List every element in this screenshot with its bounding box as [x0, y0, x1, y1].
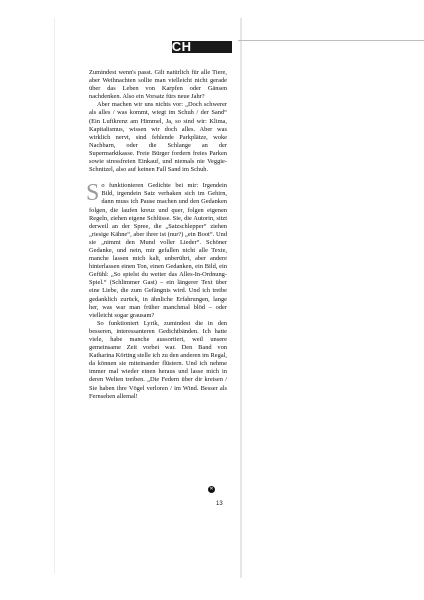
paragraph-2: Aber machen wir uns nichts vor: „Doch schwerer als alles / was kommt, wiegt im Schuh / der Sand“ (Ein Luftkrenz am Himmel, Ja, so sind wir: Klima, Kapitalismus, wissen wir doch alles. Aber was wirklich nervt, sind fehlende Parkplätze, woke Nachbarn, oder die Schlange an der Supermarktkasse. Freie Bürger fordern freies Parken sowie stressfreien Einkauf, und niemals nie Veggie-Schnitzel, also auf keinen Fall Sand im Schuh.	[89, 101, 227, 174]
page-number: 13	[216, 501, 223, 507]
facing-page-gutter	[240, 18, 242, 578]
drop-cap: S	[86, 180, 100, 207]
paragraph-3	[86, 180, 227, 320]
paragraph-1: Zumindest wenn's passt. Gilt natürlich für alle Tiere, aber Weihnachten sollte man vielleicht nicht gerade über das Leben von Karpfen oder Gänsen nachdenken. Also ein Vorsatz fürs neue Jahr?	[89, 69, 227, 101]
end-of-article-icon: ✕	[209, 486, 214, 492]
header-rule	[238, 40, 424, 41]
article-column	[86, 69, 227, 401]
section-header-text: BUCH	[152, 39, 192, 54]
paragraph-3-text: o funktionieren Gedichte bei mir: Irgendein Bild, irgendein Satz verhaken sich im Gehirn, dann muss ich Pause machen und den Gedanken folgen, die laufen kreuz und quer, folgen eigenen Regeln, ziehen eigene Schlüsse. Sie, die Autorin, sitzt derweil an der Spree, die „Satzschlepper“ ziehen „riesige Kähne“, aber ihrer ist (nur?) „ein Boot“. Und sie „nimmt den Mund voller Lieder“. Schöner Gedanke, und nein, mir gefallen nicht alle Texte, manche lassen mich kalt, unberührt, aber andere hinterlassen einen Ton, einen Gedanken, ein Bild, ein Gefühl: „So spielst du weiter das Alles-In-Ordnung-Spiel.“ (Schlimmer Gast) – ein längerer Text über eine Liebe, die zum Gefängnis wird. Und ich treibe gedanklich zurück, in ähnliche Erfahrungen, lange her, was war man früher manchmal blöd – oder vielleicht sogar grausam?	[89, 182, 227, 319]
paragraph-4: So funktioniert Lyrik, zumindest die in den besseren, interessanteren Gedichtbänden. Ich hatte viele, habe manche aussortiert, weil unsere gemeinsame Zeit vorbei war. Den Band von Katharina Körting stelle ich zu den anderen im Regal, da können sie miteinander flüstern. Und ich nehme immer mal wieder einen heraus und lasse mich in deren Welten treiben. „Die Federn über dir kreisen / Sie haben ihre Vögel verloren / im Wind. Besser als Fernsehen allemal!	[89, 319, 227, 400]
section-header-label	[152, 40, 192, 54]
